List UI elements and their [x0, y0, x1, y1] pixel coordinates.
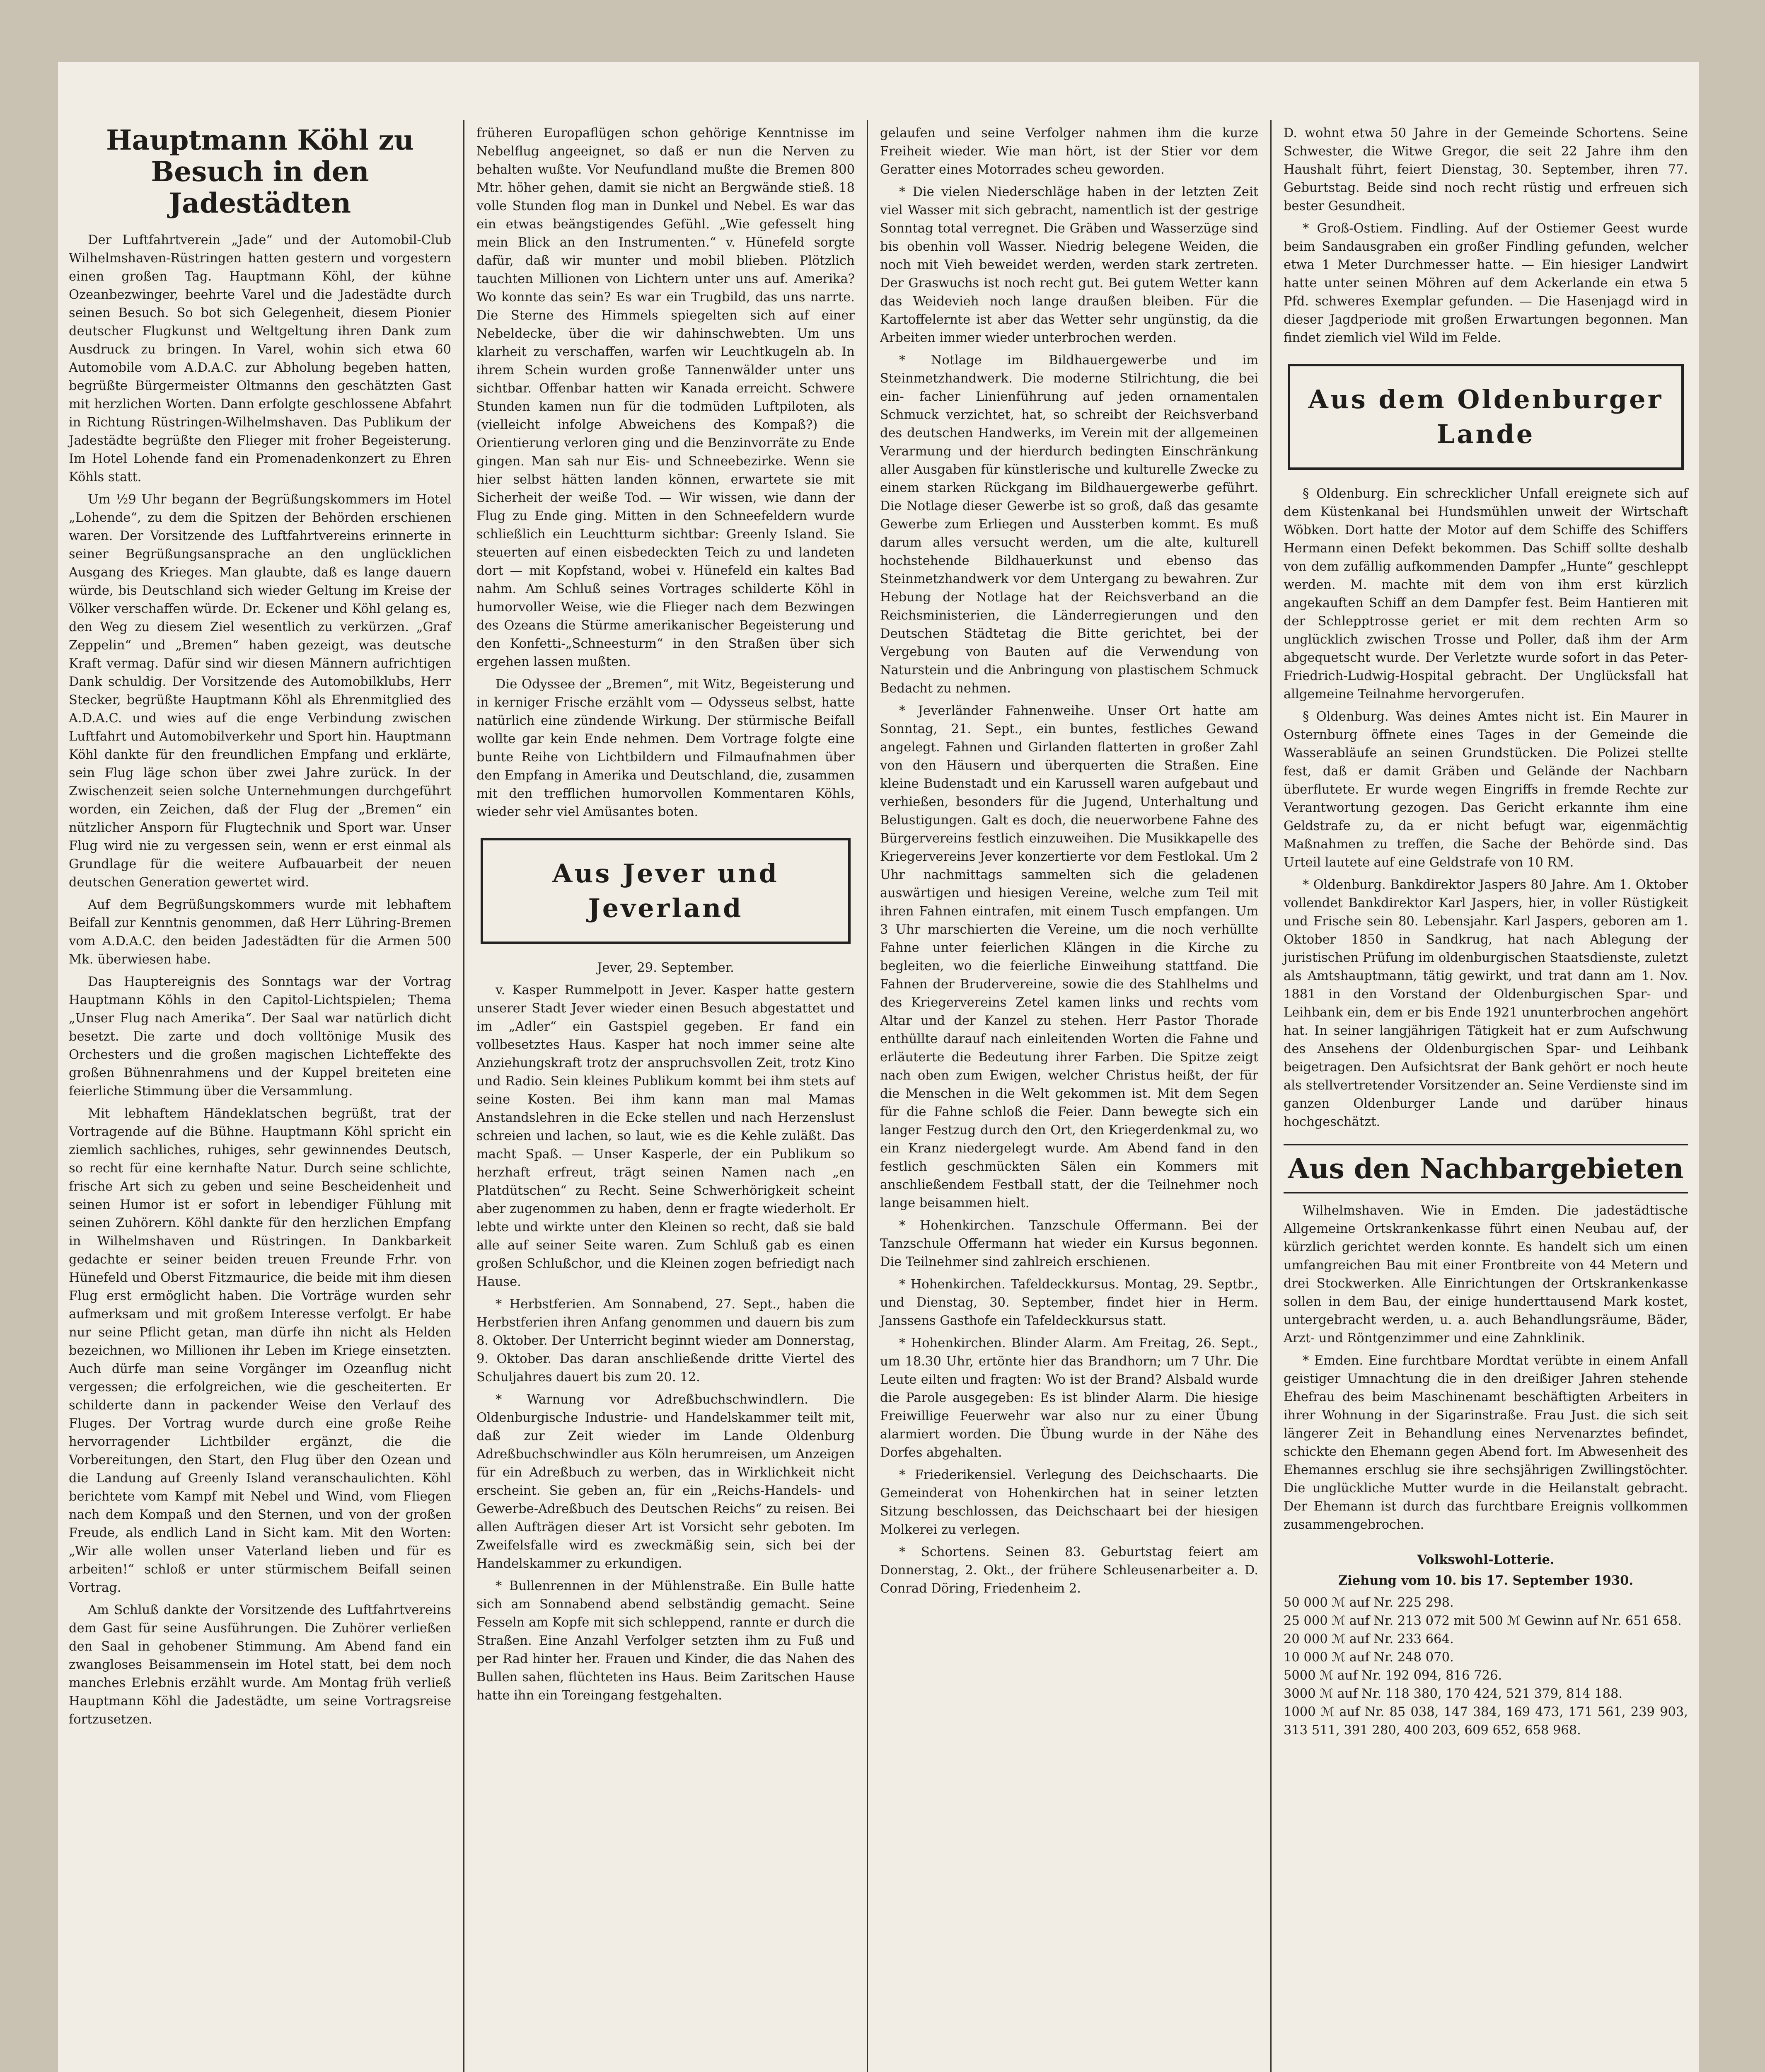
- news-item: * Herbstferien. Am Sonnabend, 27. Sept., haben die Herbstferien ihren Anfang genommen und dauern bis zum 8. Oktober. Der Unterricht beginnt wieder am Donnerstag, 9. Oktober. Das daran anschließende dritte Viertel des Schuljahres dauert bis zum 20. 12.: [476, 1297, 855, 1385]
- news-item: * Oldenburg. Bankdirektor Jaspers 80 Jahre. Am 1. Oktober vollendet Bankdirektor Karl Jaspers, hier, in voller Rüstigkeit und Frische sein 80. Lebensjahr. Karl Jaspers, geboren am 1. Oktober 1850 in Sandkrug, hat nach Ablegung der juristischen Prüfung im oldenburgischen Staatsdienste, zuletzt als Amtshauptmann, tätig gewirkt, und trat dann am 1. Nov. 1881 in den Vorstand der Oldenburgischen Spar- und Leihbank ein, dem er bis Ende 1921 ununterbrochen angehört hat. In seiner langjährigen Tätigkeit hat er zum Aufschwung des Ansehens der Oldenburgischen Spar- und Leihbank beigetragen. Den Aufsichtsrat der Bank gehört er noch heute als stellvertretender Vorsitzender an. Seine Verdienste sind im ganzen Oldenburger Lande und darüber hinaus hochgeschätzt.: [1284, 878, 1688, 1129]
- news-item: § Oldenburg. Was deines Amtes nicht ist. Ein Maurer in Osternburg öffnete eines Tages in der Gemeinde die Wasserabläufe an seinen Grundstücken. Die Polizei stellte fest, daß er damit Gräben und Gelände der Nachbarn überflutete. Er wurde wegen Eingriffs in fremde Rechte zur Verantwortung gezogen. Das Gericht erkannte ihm eine Geldstrafe zu, da er nicht befugt war, eigenmächtig Maßnahmen zu treffen, die Sache der Behörde sind. Das Urteil lautete auf eine Geldstrafe von 10 RM.: [1284, 709, 1688, 870]
- column-divider: [867, 120, 868, 2072]
- news-item: Wilhelmshaven. Wie in Emden. Die jadestädtische Allgemeine Ortskrankenkasse führt einen Neubau auf, der kürzlich gerichtet werden konnte. Es handelt sich um einen umfangreichen Bau mit einer Frontbreite von 44 Metern und drei Stockwerken. Alle Einrichtungen der Ortskrankenkasse sollen in dem Bau, der einige hunderttausend Mark kostet, untergebracht werden, u. a. auch Behandlungsräume, Bäder, Arzt- und Röntgenzimmer und eine Zahnklinik.: [1284, 1203, 1688, 1346]
- column-2: [466, 62, 866, 2072]
- newspaper-page: [58, 62, 1699, 2072]
- dateline: Jever, 29. September.: [597, 961, 734, 975]
- news-item: § Oldenburg. Ein schrecklicher Unfall ereignete sich auf dem Küstenkanal bei Hundsmühlen unweit der Wirtschaft Wöbken. Dort hatte der Motor auf dem Schiffe des Schiffers Hermann einen Defekt bekommen. Das Schiff sollte deshalb von dem zufällig aufkommenden Dampfer „Hunte“ geschleppt werden. M. machte mit dem von ihm erst kürzlich angekauften Schiff an dem Dampfer fest. Beim Hantieren mit der Schlepptrosse geriet er mit dem rechten Arm so unglücklich zwischen Trosse und Poller, daß ihm der Arm abgequetscht wurde. Der Verletzte wurde sofort in das Peter-Friedrich-Ludwig-Hospital gebracht. Der Unglücksfall hat allgemeine Teilnahme hervorgerufen.: [1284, 487, 1688, 702]
- article-paragraph: Mit lebhaftem Händeklatschen begrüßt, trat der Vortragende auf die Bühne. Hauptmann Köhl spricht ein ziemlich sachliches, ruhiges, sehr gewinnendes Deutsch, so recht für eine kernhafte Natur. Durch seine schlichte, frische Art sich zu geben und seine Bescheidenheit und seinen Humor ist er sofort in lebendiger Fühlung mit seinen Zuhörern. Köhl dankte für den herzlichen Empfang in Wilhelmshaven und Rüstringen. In Dankbarkeit gedachte er seiner beiden treuen Freunde Frhr. von Hünefeld und Oberst Fitzmaurice, die beide mit ihm diesen Flug erst ermöglicht haben. Die Vorträge wurden sehr aufmerksam und mit großem Interesse verfolgt. Er habe nur seine Pflicht getan, man dürfe ihn nicht als Helden bezeichnen, wo Millionen ihr Leben im Kriege einsetzten. Auch dürfe man seine Vorgänger im Ozeanflug nicht vergessen; die erfolgreichen, wie die gescheiterten. Er schilderte dann in packender Weise den Verlauf des Fluges. Der Vortrag wurde durch eine große Reihe hervorragender Lichtbilder ergänzt, die die Vorbereitungen, den Start, den Flug über den Ozean und die Landung auf Greenly Island veranschaulichten. Köhl berichtete vom Kampf mit Nebel und Wind, vom Fliegen nach dem Kompaß und den Sternen, und von der großen Freude, als endlich Land in Sicht kam. Mit den Worten: „Wir alle wollen unser Vaterland lieben und für es arbeiten!“ schloß er unter stürmischem Beifall seinen Vortrag.: [69, 1106, 451, 1595]
- lottery-line: 3000 ℳ auf Nr. 118 380, 170 424, 521 379, 814 188.: [1284, 1687, 1623, 1701]
- news-item: * Groß-Ostiem. Findling. Auf der Ostiemer Geest wurde beim Sandausgraben ein großer Findling gefunden, welcher etwa 1 Meter Durchmesser hatte. — Ein hiesiger Landwirt hatte unter seinen Möhren auf dem Ackerlande ein etwa 5 Pfd. schweres Exemplar gefunden. — Die Hasenjagd wird in dieser Jagdperiode mit großen Erwartungen begonnen. Man findet ziemlich viel Wild im Felde.: [1284, 221, 1688, 345]
- news-item: * Friederikensiel. Verlegung des Deichschaarts. Die Gemeinderat von Hohenkirchen hat in seiner letzten Sitzung beschlossen, das Deichschaart bei der hiesigen Molkerei zu verlegen.: [880, 1468, 1258, 1537]
- lottery-title: Volkswohl-Lotterie.: [1417, 1552, 1555, 1567]
- news-item: * Emden. Eine furchtbare Mordtat verübte in einem Anfall geistiger Umnachtung die in den dreißiger Jahren stehende Ehefrau des beim Maschinenamt beschäftigten Arbeiters in ihrer Wohnung in der Sigarinstraße. Frau Just. die sich seit längerer Zeit in Behandlung eines Nervenarztes befindet, schickte den Ehemann gegen Abend fort. Im Abwesenheit des Ehemannes erschlug sie ihre sechsjährigen Zwillingstöchter. Die unglückliche Mutter wurde in die Heilanstalt gebracht. Der Ehemann ist durch das furchtbare Ereignis vollkommen zusammengebrochen.: [1284, 1353, 1688, 1532]
- column-divider: [1270, 120, 1272, 2072]
- lottery-subtitle: Ziehung vom 10. bis 17. September 1930.: [1338, 1573, 1634, 1588]
- lottery-line: 20 000 ℳ auf Nr. 233 664.: [1284, 1632, 1454, 1646]
- article-paragraph: Die Odyssee der „Bremen“, mit Witz, Begeisterung und in kerniger Frische erzählt vom — Odysseus selbst, hatte natürlich eine zündende Wirkung. Der stürmische Beifall wollte gar kein Ende nehmen. Dem Vortrage folgte eine bunte Reihe von Lichtbildern und Filmaufnahmen über den Empfang in Amerika und Deutschland, die, zusammen mit den trefflichen humorvollen Kommentaren Köhls, wieder sehr viel Amüsantes boten.: [476, 677, 855, 819]
- section-heading-oldenburg: Aus dem Oldenburger Lande: [1288, 364, 1684, 470]
- news-item: * Bullenrennen in der Mühlenstraße. Ein Bulle hatte sich am Sonnabend abend selbständig gemacht. Seine Fesseln am Kopfe mit sich schleppend, rannte er durch die Straßen. Eine Anzahl Verfolger setzten ihm zu Fuß und per Rad hinter her. Frauen und Kinder, die das Nahen des Bullen sahen, flüchteten ins Haus. Beim Zaritschen Hause hatte ihn ein Toreingang festgehalten.: [476, 1579, 855, 1703]
- news-item: gelaufen und seine Verfolger nahmen ihm die kurze Freiheit wieder. Wie man hört, ist der Stier vor dem Geratter eines Motorrades scheu geworden.: [880, 126, 1258, 177]
- news-item: * Hohenkirchen. Blinder Alarm. Am Freitag, 26. Sept., um 18.30 Uhr, ertönte hier das Brandhorn; um 7 Uhr. Die Leute eilten und fragten: Wo ist der Brand? Alsbald wurde die Parole ausgegeben: Es ist blinder Alarm. Die hiesige Freiwillige Feuerwehr war also nur zu einer Übung alarmiert worden. Die Übung wurde in der Nähe des Dorfes abgehalten.: [880, 1336, 1258, 1460]
- column-1: [58, 62, 462, 2072]
- lottery-line: 5000 ℳ auf Nr. 192 094, 816 726.: [1284, 1668, 1502, 1683]
- article-paragraph: früheren Europaflügen schon gehörige Kenntnisse im Nebelflug angeeignet, so daß er nun die Nerven zu behalten wußte. Vor Neufundland mußte die Bremen 800 Mtr. höher gehen, damit sie nicht an Bergwände stieß. 18 volle Stunden flog man in Dunkel und Nebel. Es war das ein etwas beängstigendes Gefühl. „Wie gefesselt hing mein Blick an den Instrumenten.“ v. Hünefeld sorgte dafür, daß wir munter und mobil blieben. Plötzlich tauchten Millionen von Lichtern unter uns auf. Amerika? Wo konnte das sein? Es war ein Trugbild, das uns narrte. Die Sterne des Himmels spiegelten sich auf einer Nebeldecke, über die wir dahinschwebten. Um uns klarheit zu verschaffen, warfen wir Leuchtkugeln ab. In ihrem Schein wurden große Tannenwälder unter uns sichtbar. Offenbar hatten wir Kanada erreicht. Schwere Stunden kamen nun für die todmüden Luftpiloten, als (vielleicht infolge Abweichens des Kompaß?) die Orientierung verloren ging und die Benzinvorräte zu Ende gingen. Man sah nur Eis- und Schneebezirke. Wenn sie hier selbst hätten landen können, erwartete sie mit Sicherheit der weiße Tod. — Wir wissen, wie dann der Flug zu Ende ging. Mitten in den Schneefeldern wurde schließlich ein Leuchtturm sichtbar: Greenly Island. Sie steuerten auf einen eisbedeckten Teich zu und landeten dort — mit Kopfstand, wobei v. Hünefeld ein kaltes Bad nahm. Am Schluß seines Vortrages schilderte Köhl in humorvoller Weise, wie die Flieger nach dem Bezwingen des Ozeans die Stürme amerikanischer Begeisterung und den Konfetti-„Schneesturm“ in den Straßen über sich ergehen lassen mußten.: [476, 126, 855, 669]
- news-item: * Jeverländer Fahnenweihe. Unser Ort hatte am Sonntag, 21. Sept., ein buntes, festliches Gewand angelegt. Fahnen und Girlanden flatterten in großer Zahl von den Häusern und überquerten die Straßen. Eine kleine Budenstadt und ein Karussell waren aufgebaut und verhießen, besonders für die Jugend, Unterhaltung und Belustigungen. Galt es doch, die neuerworbene Fahne des Bürgervereins festlich einzuweihen. Die Musikkapelle des Kriegervereins Jever konzertierte vor dem Festlokal. Um 2 Uhr nachmittags sammelten sich die geladenen auswärtigen und hiesigen Vereine, welche zum Teil mit ihren Fahnen eintrafen, mit einem Tusch empfangen. Um 3 Uhr marschierten die Vereine, um die noch verhüllte Fahne unter feierlichen Klängen in die Kirche zu begleiten, wo die feierliche Einweihung stattfand. Die Fahnen der Brudervereine, sowie die des Stahlhelms und des Kriegervereins Zetel kamen links und rechts vom Altar und der Kanzel zu stehen. Herr Pastor Thorade enthüllte darauf nach einleitenden Worten die Fahne und erläuterte die Bedeutung ihrer Farben. Die Spitze zeigt nach oben zum Ewigen, welcher Christus heißt, der für die Menschen in die Welt gekommen ist. Mit dem Segen für die Fahne schloß die Feier. Dann bewegte sich ein langer Festzug durch den Ort, den Kriegerdenkmal zu, wo ein Kranz niedergelegt wurde. Am Abend fand in den festlich geschmückten Sälen ein Kommers mit anschließendem Festball statt, der die Teilnehmer noch lange beisammen hielt.: [880, 704, 1258, 1210]
- lottery-line: 1000 ℳ auf Nr. 85 038, 147 384, 169 473, 171 561, 239 903, 313 511, 391 280, 400 203, 609 652, 658 968.: [1284, 1705, 1688, 1738]
- article-paragraph: Der Luftfahrtverein „Jade“ und der Automobil-Club Wilhelmshaven-Rüstringen hatten gestern und vorgestern einen großen Tag. Hauptmann Köhl, der kühne Ozeanbezwinger, beehrte Varel und die Jadestädte durch seinen Besuch. So bot sich Gelegenheit, diesem Pionier deutscher Flugkunst und Weltgeltung ihren Dank zum Ausdruck zu bringen. In Varel, wohin sich etwa 60 Automobile vom A.D.A.C. zur Abholung begeben hatten, begrüßte Bürgermeister Oltmanns den geschätzten Gast mit herzlichen Worten. Dann erfolgte geschlossene Abfahrt in Richtung Rüstringen-Wilhelmshaven. Das Publikum der Jadestädte begrüßte den Flieger mit froher Begeisterung. Im Hotel Lohende fand ein Promenadenkonzert zu Ehren Köhls statt.: [69, 233, 451, 484]
- column-4: [1273, 62, 1699, 2072]
- news-item: * Hohenkirchen. Tafeldeckkursus. Montag, 29. Septbr., und Dienstag, 30. September, findet hier in Herm. Janssens Gasthofe ein Tafeldeckkursus statt.: [880, 1277, 1258, 1328]
- column-divider: [463, 120, 464, 2072]
- section-heading-neighbors: Aus den Nachbargebieten: [1284, 1144, 1688, 1193]
- headline-koehl: Hauptmann Köhl zu Besuch in den Jadestädten: [106, 124, 414, 219]
- news-item: * Notlage im Bildhauergewerbe und im Steinmetzhandwerk. Die moderne Stilrichtung, die bei ein- facher Linienführung auf jeden ornamentalen Schmuck verzichtet, hat, so schreibt der Reichsverband des deutschen Handwerks, im Verein mit der allgemeinen Verarmung und der hierdurch bedingten Einschränkung aller Ausgaben für künstlerische und kulturelle Zwecke zu einem starken Rückgang im Bildhauergewerbe geführt. Die Notlage dieser Gewerbe ist so groß, daß das gesamte Gewerbe zum Erliegen und Aussterben kommt. Es muß darum alles versucht werden, um die alte, kulturell hochstehende Bildhauerkunst und ebenso das Steinmetzhandwerk vor dem Untergang zu bewahren. Zur Hebung der Notlage hat der Reichsverband an die Reichsministerien, die Länderregierungen und den Deutschen Städtetag die Bitte gerichtet, bei der Vergebung von Bauten auf die Verwendung von Naturstein und die Anbringung von plastischem Schmuck Bedacht zu nehmen.: [880, 353, 1258, 696]
- lottery-line: 50 000 ℳ auf Nr. 225 298.: [1284, 1595, 1454, 1610]
- column-3: [869, 62, 1269, 2072]
- news-item: v. Kasper Rummelpott in Jever. Kasper hatte gestern unserer Stadt Jever wieder einen Besuch abgestattet und im „Adler“ ein Gastspiel gegeben. Er fand ein vollbesetztes Haus. Kasper hat noch immer seine alte Anziehungskraft trotz der anspruchsvollen Zeit, trotz Kino und Radio. Sein kleines Publikum kommt bei ihm stets auf seine Kosten. Bei ihm kann man mal Mamas Anstandslehren in die Ecke stellen und nach Herzenslust schreien und lachen, so laut, wie es die Kehle zuläßt. Das macht Spaß. — Unser Kasperle, der ein Publikum so herzhaft erfreut, trägt seinen Namen nach „en Platdütschen“ zu Recht. Seine Schwerhörigkeit scheint aber zugenommen zu haben, denn er fragte wiederholt. Er lebte und wirkte unter den Kleinen so recht, daß sie bald alle auf seiner Seite waren. Zum Schluß gab es einen großen Schlußchor, und die Kleinen zogen befriedigt nach Hause.: [476, 983, 855, 1289]
- article-paragraph: Um ½9 Uhr begann der Begrüßungskommers im Hotel „Lohende“, zu dem die Spitzen der Behörden erschienen waren. Der Vorsitzende des Luftfahrtvereins erinnerte in seiner Begrüßungsansprache an den unglücklichen Ausgang des Krieges. Man glaubte, daß es lange dauern würde, bis Deutschland sich wieder Geltung im Kreise der Völker verschaffen würde. Dr. Eckener und Köhl gelang es, den Weg zu diesem Ziel wesentlich zu verkürzen. „Graf Zeppelin“ und „Bremen“ haben gezeigt, was deutsche Kraft vermag. Dafür sind wir diesen Männern aufrichtigen Dank schuldig. Der Vorsitzende des Automobilklubs, Herr Stecker, begrüßte Hauptmann Köhl als Ehrenmitglied des A.D.A.C. und wies auf die enge Verbindung zwischen Luftfahrt und Automobilverkehr und Sport hin. Hauptmann Köhl dankte für den freundlichen Empfang und erklärte, sein Flug läge schon über zwei Jahre zurück. In der Zwischenzeit seien solche Unternehmungen durchgeführt worden, ein Zeichen, daß der Flug der „Bremen“ ein nützlicher Ansporn für Flugtechnik und Sport war. Unser Flug wird nie zu vergessen sein, wenn er erst einmal als Grundlage für die weitere Aufbauarbeit der neuen deutschen Generation gewertet wird.: [69, 492, 451, 890]
- lottery-line: 10 000 ℳ auf Nr. 248 070.: [1284, 1650, 1454, 1665]
- news-item: * Schortens. Seinen 83. Geburtstag feiert am Donnerstag, 2. Okt., der frühere Schleusenarbeiter a. D. Conrad Döring, Friedenheim 2.: [880, 1545, 1258, 1596]
- news-item: * Hohenkirchen. Tanzschule Offermann. Bei der Tanzschule Offermann hat wieder ein Kursus begonnen. Die Teilnehmer sind zahlreich erschienen.: [880, 1218, 1258, 1269]
- news-item: D. wohnt etwa 50 Jahre in der Gemeinde Schortens. Seine Schwester, die Witwe Gregor, die seit 22 Jahre ihm den Haushalt führt, feiert Dienstag, 30. September, ihren 77. Geburtstag. Beide sind noch recht rüstig und erfreuen sich bester Gesundheit.: [1284, 126, 1688, 213]
- article-paragraph: Am Schluß dankte der Vorsitzende des Luftfahrtvereins dem Gast für seine Ausführungen. Die Zuhörer verließen den Saal in gehobener Stimmung. Am Abend fand ein zwangloses Beisammensein im Hotel statt, bei dem noch manches Erlebnis erzählt wurde. Am Montag früh verließ Hauptmann Köhl die Jadestädte, um seine Vortragsreise fortzusetzen.: [69, 1603, 451, 1727]
- article-paragraph: Das Hauptereignis des Sonntags war der Vortrag Hauptmann Köhls in den Capitol-Lichtspielen; Thema „Unser Flug nach Amerika“. Der Saal war natürlich dicht besetzt. Die zarte und doch volltönige Musik des Orchesters und die großen magischen Lichteffekte des großen Bühnenrahmens und der Kuppel breiteten eine feierliche Stimmung über die Versammlung.: [69, 975, 451, 1099]
- news-item: * Warnung vor Adreßbuchschwindlern. Die Oldenburgische Industrie- und Handelskammer teilt mit, daß zur Zeit wieder im Lande Oldenburg Adreßbuchschwindler aus Köln herumreisen, um Anzeigen für ein Adreßbuch zu werben, das in Wirklichkeit nicht erscheint. Sie geben an, für ein „Reichs-Handels- und Gewerbe-Adreßbuch des Deutschen Reichs“ zu reisen. Bei allen Aufträgen dieser Art ist Vorsicht sehr geboten. Im Zweifelsfalle wird es zweckmäßig sein, sich bei der Handelskammer zu erkundigen.: [476, 1392, 855, 1571]
- lottery-line: 25 000 ℳ auf Nr. 213 072 mit 500 ℳ Gewinn auf Nr. 651 658.: [1284, 1614, 1682, 1628]
- article-paragraph: Auf dem Begrüßungskommers wurde mit lebhaftem Beifall zur Kenntnis genommen, daß Herr Lühring-Bremen vom A.D.A.C. den beiden Jadestädten für die Armen 500 Mk. überwiesen habe.: [69, 898, 451, 967]
- news-item: * Die vielen Niederschläge haben in der letzten Zeit viel Wasser mit sich gebracht, namentlich ist der gestrige Sonntag total verregnet. Die Gräben und Wasserzüge sind bis obenhin voll Wasser. Niedrig belegene Weiden, die noch mit Vieh beweidet werden, werden stark zertreten. Der Graswuchs ist noch recht gut. Bei gutem Wetter kann das Weidevieh noch lange draußen bleiben. Für die Kartoffelernte ist aber das Wetter sehr ungünstig, da die Arbeiten immer wieder unterbrochen werden.: [880, 185, 1258, 345]
- section-heading-jever: Aus Jever und Jeverland: [481, 838, 851, 944]
